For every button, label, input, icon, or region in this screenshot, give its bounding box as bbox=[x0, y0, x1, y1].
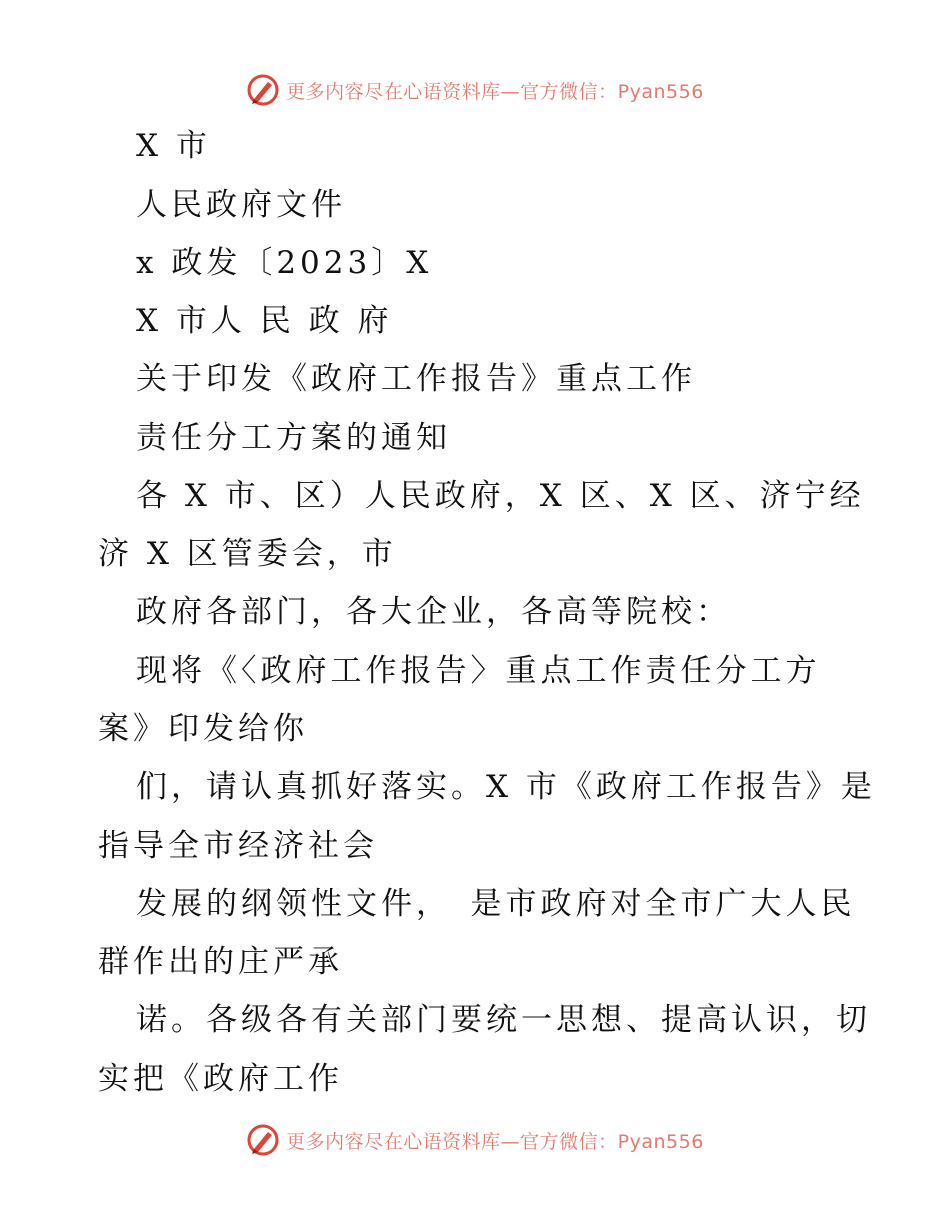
doc-line-body-8: 实把《政府工作 bbox=[98, 1061, 343, 1097]
doc-line-issuer: 人民政府文件 bbox=[136, 187, 346, 223]
pen-circle-logo-icon bbox=[246, 73, 280, 107]
doc-line-title-1: 关于印发《政府工作报告》重点工作 bbox=[136, 361, 696, 397]
doc-line-body-5: 发展的纲领性文件， 是市政府对全市广大人民 bbox=[136, 886, 856, 922]
footer-watermark bbox=[0, 1120, 950, 1160]
doc-line-body-6: 群作出的庄严承 bbox=[98, 944, 343, 980]
doc-line-doc-number: x 政发〔2023〕X bbox=[136, 245, 433, 281]
doc-line-government: X 市人 民 政 府 bbox=[136, 303, 393, 339]
header-watermark bbox=[0, 70, 950, 110]
doc-line-recipients-3: 政府各部门，各大企业，各高等院校： bbox=[136, 594, 731, 630]
doc-line-body-1: 现将《〈政府工作报告〉重点工作责任分工方 bbox=[136, 653, 821, 689]
watermark-text: 更多内容尽在心语资料库—官方微信：Pyan556 bbox=[286, 1130, 704, 1153]
doc-line-body-4: 指导全市经济社会 bbox=[98, 828, 378, 864]
doc-line-recipients-1: 各 X 市、区）人民政府，X 区、X 区、济宁经 bbox=[136, 478, 865, 514]
doc-line-title-2: 责任分工方案的通知 bbox=[136, 420, 451, 456]
pen-circle-logo-icon bbox=[246, 1123, 280, 1157]
doc-line-body-3: 们，请认真抓好落实。X 市《政府工作报告》是 bbox=[136, 769, 876, 805]
doc-line-body-2: 案》印发给你 bbox=[98, 711, 308, 747]
doc-line-recipients-2: 济 X 区管委会，市 bbox=[98, 536, 397, 572]
doc-line-city: X 市 bbox=[136, 128, 211, 164]
watermark-text: 更多内容尽在心语资料库—官方微信：Pyan556 bbox=[286, 80, 704, 103]
doc-line-body-7: 诺。各级各有关部门要统一思想、提高认识，切 bbox=[136, 1002, 871, 1038]
